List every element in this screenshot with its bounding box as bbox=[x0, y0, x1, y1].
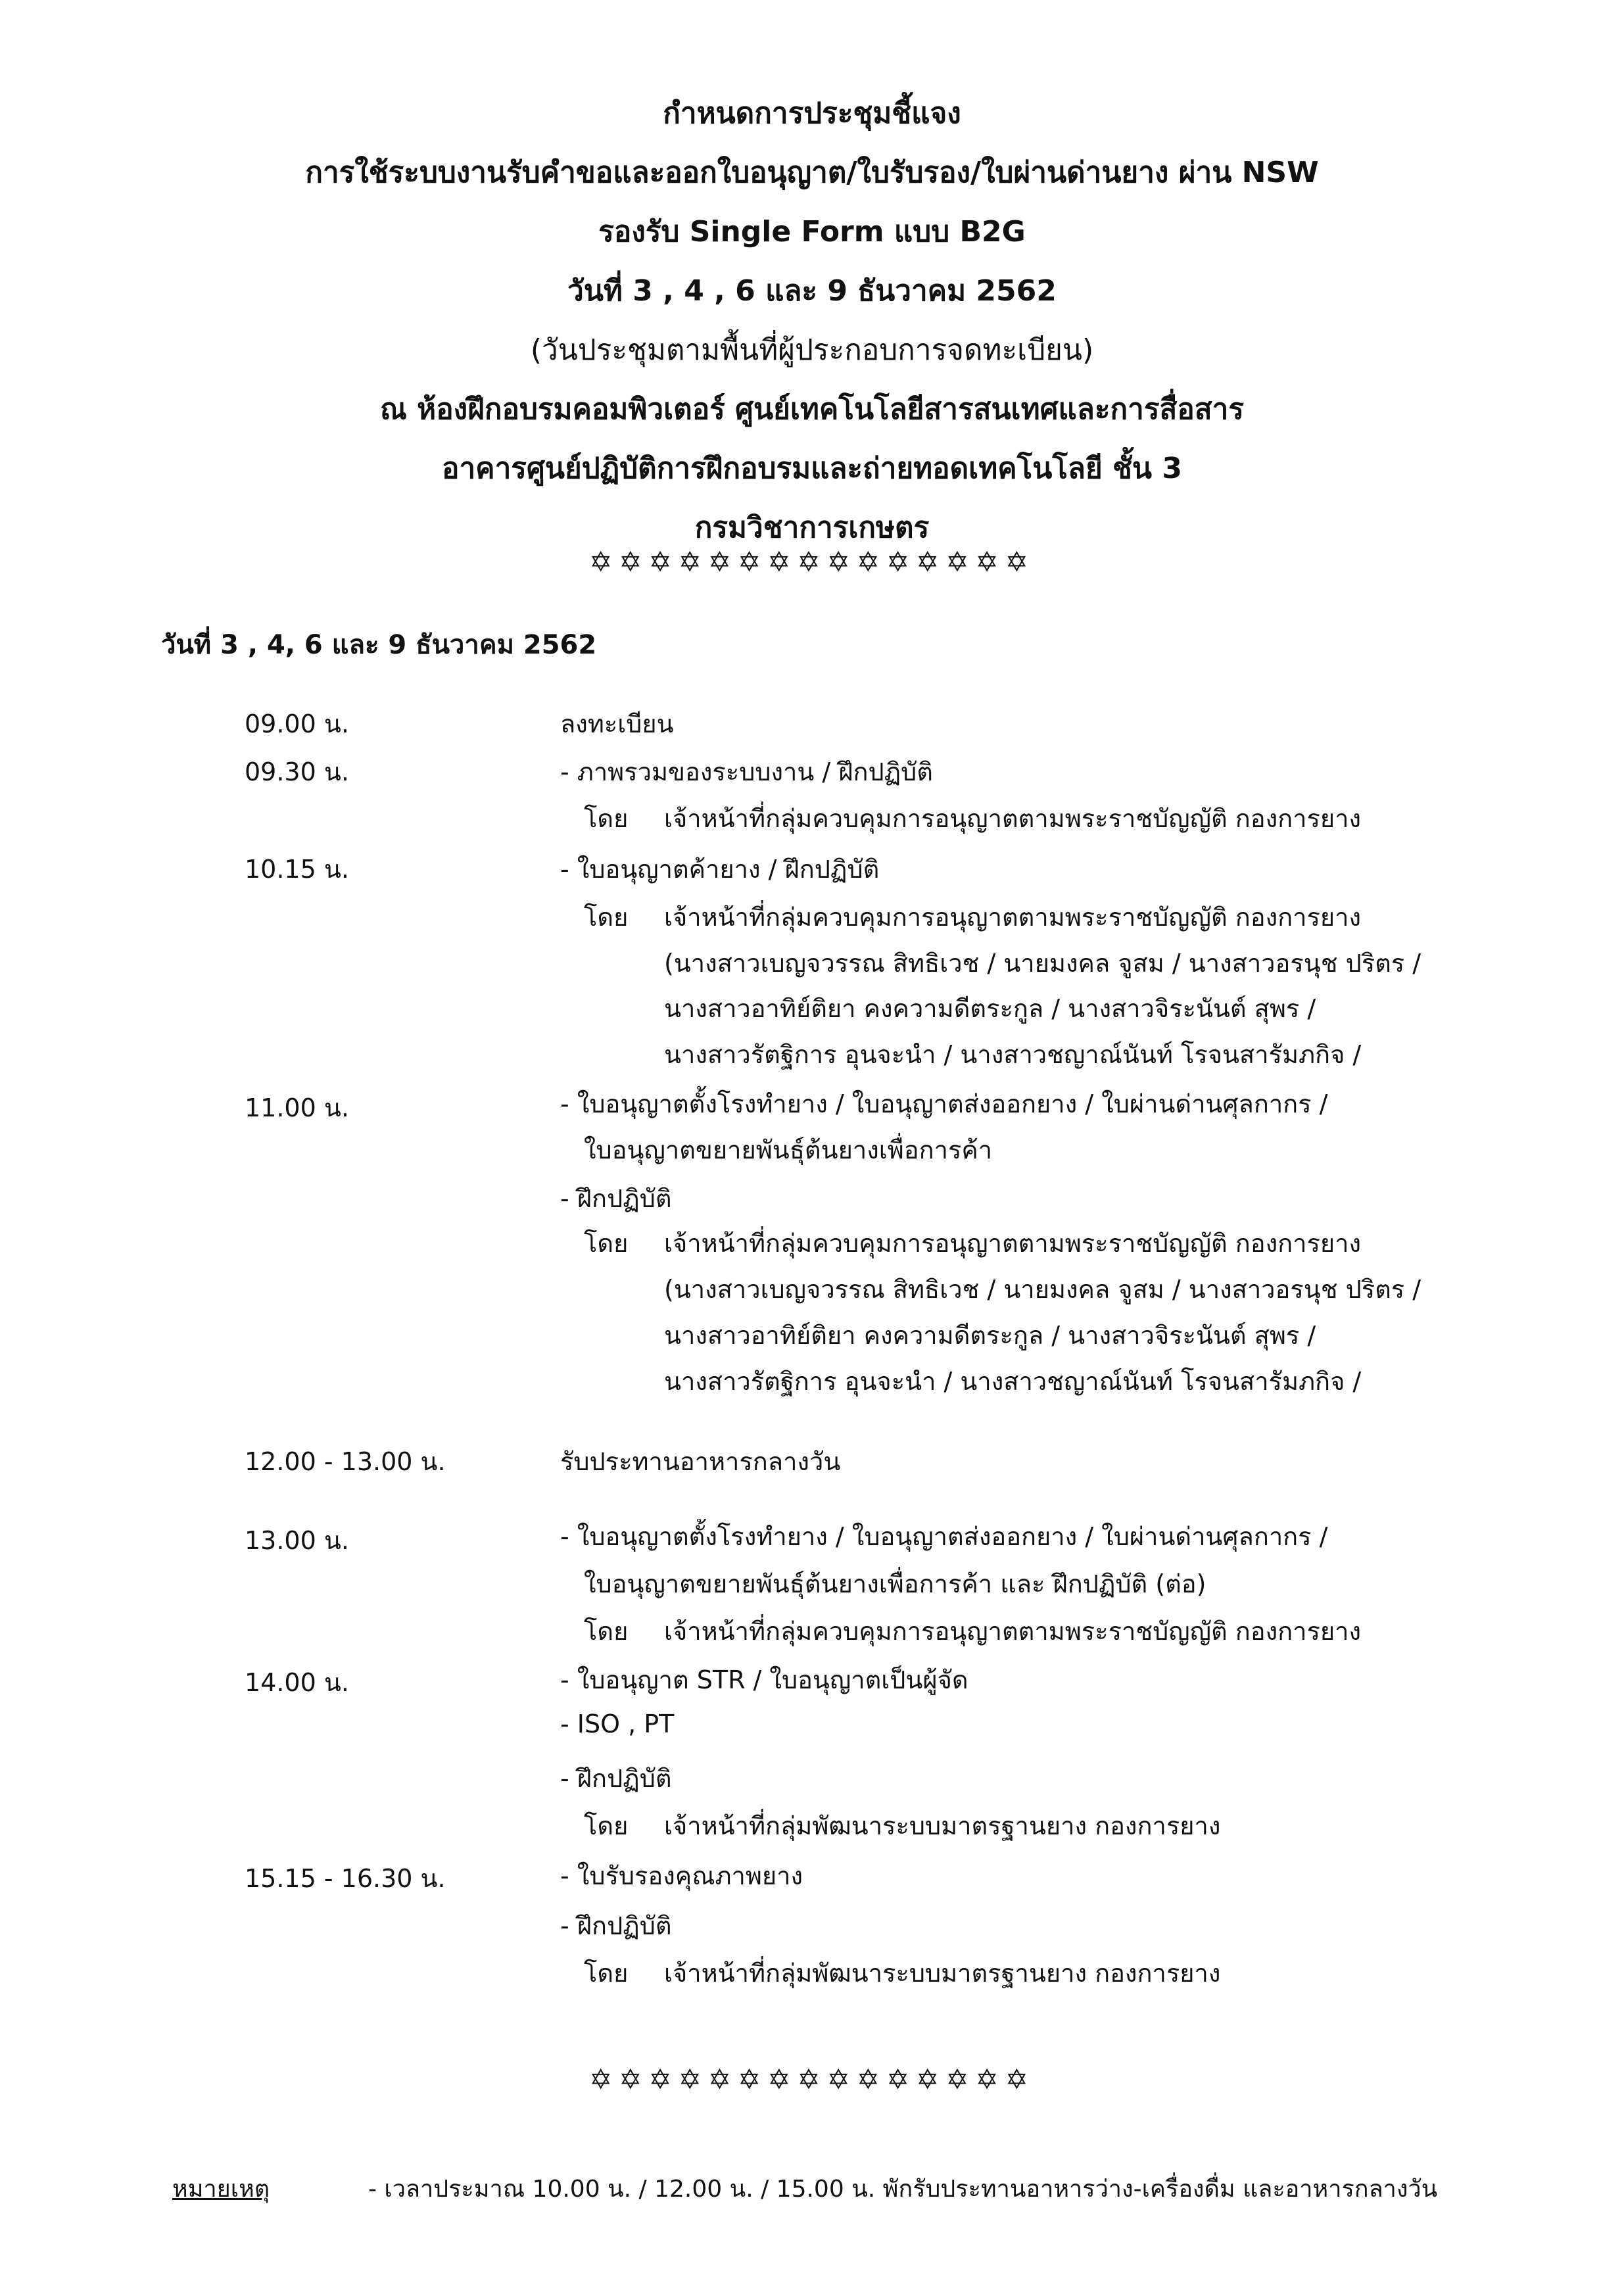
by-label: โดย bbox=[584, 1617, 629, 1646]
item-practice: - ฝึกปฏิบัติ bbox=[560, 1184, 672, 1213]
presenter-permit: เจ้าหน้าที่กลุ่มควบคุมการอนุญาตตามพระราชบัญญัติ กองการยาง bbox=[664, 1617, 1362, 1646]
star-divider-bottom: ✡✡✡✡✡✡✡✡✡✡✡✡✡✡✡ bbox=[589, 2063, 1035, 2095]
staff-names-2: นางสาวอาทิย์ติยา คงความดีตระกูล / นางสาวจิระนันต์ สุพร / bbox=[664, 1321, 1316, 1350]
presenter-permit: เจ้าหน้าที่กลุ่มควบคุมการอนุญาตตามพระราชบัญญัติ กองการยาง bbox=[664, 804, 1362, 833]
time-1515: 15.15 - 16.30 น. bbox=[245, 1864, 446, 1893]
time-1300: 13.00 น. bbox=[245, 1526, 349, 1555]
note-label: หมายเหตุ bbox=[172, 2176, 270, 2203]
item-factory-export-permits: - ใบอนุญาตตั้งโรงทำยาง / ใบอนุญาตส่งออกยาง / ใบผ่านด่านศุลกากร / bbox=[560, 1089, 1328, 1118]
item-overview: - ภาพรวมของระบบงาน / ฝึกปฏิบัติ bbox=[560, 757, 933, 786]
presenter-standard: เจ้าหน้าที่กลุ่มพัฒนาระบบมาตรฐานยาง กองการยาง bbox=[664, 1959, 1221, 1988]
item-registration: ลงทะเบียน bbox=[560, 709, 674, 738]
staff-names-3: นางสาวรัตฐิการ อุนจะนำ / นางสาวชญาณ์นันท์ โรจนสารัมภกิจ / bbox=[664, 1040, 1362, 1069]
time-0900: 09.00 น. bbox=[245, 709, 349, 738]
item-factory-export-permits-cont: - ใบอนุญาตตั้งโรงทำยาง / ใบอนุญาตส่งออกยาง / ใบผ่านด่านศุลกากร / bbox=[560, 1522, 1328, 1551]
presenter-standard: เจ้าหน้าที่กลุ่มพัฒนาระบบมาตรฐานยาง กองการยาง bbox=[664, 1811, 1221, 1840]
staff-names-1: (นางสาวเบญจวรรณ สิทธิเวช / นายมงคล จูสม / นางสาวอรนุช ปริตร / bbox=[664, 949, 1421, 978]
staff-names-1: (นางสาวเบญจวรรณ สิทธิเวช / นายมงคล จูสม / นางสาวอรนุช ปริตร / bbox=[664, 1275, 1421, 1304]
item-practice: - ฝึกปฏิบัติ bbox=[560, 1764, 672, 1793]
staff-names-3: นางสาวรัตฐิการ อุนจะนำ / นางสาวชญาณ์นันท์ โรจนสารัมภกิจ / bbox=[664, 1367, 1362, 1396]
item-trade-permit: - ใบอนุญาตค้ายาง / ฝึกปฏิบัติ bbox=[560, 855, 880, 884]
document-subtitle: การใช้ระบบงานรับคำขอและออกใบอนุญาต/ใบรับรอง/ใบผ่านด่านยาง ผ่าน NSW bbox=[305, 156, 1319, 189]
support-line: รองรับ Single Form แบบ B2G bbox=[598, 215, 1026, 249]
document-title: กำหนดการประชุมชี้แจง bbox=[663, 97, 961, 130]
meeting-dates: วันที่ 3 , 4 , 6 และ 9 ธันวาคม 2562 bbox=[567, 274, 1057, 308]
star-divider-top: ✡✡✡✡✡✡✡✡✡✡✡✡✡✡✡ bbox=[589, 546, 1035, 578]
schedule-date-heading: วันที่ 3 , 4, 6 และ 9 ธันวาคม 2562 bbox=[161, 630, 597, 660]
item-str-permit: - ใบอนุญาต STR / ใบอนุญาตเป็นผู้จัด bbox=[560, 1665, 968, 1694]
by-label: โดย bbox=[584, 1229, 629, 1258]
document-header bbox=[0, 84, 1624, 558]
presenter-permit: เจ้าหน้าที่กลุ่มควบคุมการอนุญาตตามพระราชบัญญัติ กองการยาง bbox=[664, 1229, 1362, 1258]
by-label: โดย bbox=[584, 804, 629, 833]
item-propagation-practice: ใบอนุญาตขยายพันธุ์ต้นยางเพื่อการค้า และ ฝึกปฏิบัติ (ต่อ) bbox=[584, 1569, 1206, 1598]
item-iso-pt: - ISO , PT bbox=[560, 1710, 675, 1738]
item-propagation-permit: ใบอนุญาตขยายพันธุ์ต้นยางเพื่อการค้า bbox=[584, 1136, 993, 1164]
staff-names-2: นางสาวอาทิย์ติยา คงความดีตระกูล / นางสาวจิระนันต์ สุพร / bbox=[664, 994, 1316, 1023]
venue-line-3: กรมวิชาการเกษตร bbox=[694, 511, 930, 544]
item-practice: - ฝึกปฏิบัติ bbox=[560, 1911, 672, 1940]
time-1400: 14.00 น. bbox=[245, 1668, 349, 1697]
time-0930: 09.30 น. bbox=[245, 757, 349, 786]
time-1100: 11.00 น. bbox=[245, 1093, 349, 1122]
by-label: โดย bbox=[584, 1959, 629, 1988]
item-lunch: รับประทานอาหารกลางวัน bbox=[560, 1447, 841, 1476]
venue-line-2: อาคารศูนย์ปฏิบัติการฝึกอบรมและถ่ายทอดเทคโนโลยี ชั้น 3 bbox=[442, 452, 1182, 485]
by-label: โดย bbox=[584, 903, 629, 932]
note-text: - เวลาประมาณ 10.00 น. / 12.00 น. / 15.00 น. พักรับประทานอาหารว่าง-เครื่องดื่ม และอาหารกลางวัน bbox=[368, 2176, 1438, 2203]
presenter-permit: เจ้าหน้าที่กลุ่มควบคุมการอนุญาตตามพระราชบัญญัติ กองการยาง bbox=[664, 903, 1362, 932]
venue-line-1: ณ ห้องฝึกอบรมคอมพิวเตอร์ ศูนย์เทคโนโลยีสารสนเทศและการสื่อสาร bbox=[380, 393, 1244, 426]
time-1200: 12.00 - 13.00 น. bbox=[245, 1447, 446, 1476]
item-quality-certificate: - ใบรับรองคุณภาพยาง bbox=[560, 1861, 803, 1890]
meeting-note: (วันประชุมตามพื้นที่ผู้ประกอบการจดทะเบียน) bbox=[530, 333, 1094, 367]
by-label: โดย bbox=[584, 1811, 629, 1840]
time-1015: 10.15 น. bbox=[245, 855, 349, 884]
